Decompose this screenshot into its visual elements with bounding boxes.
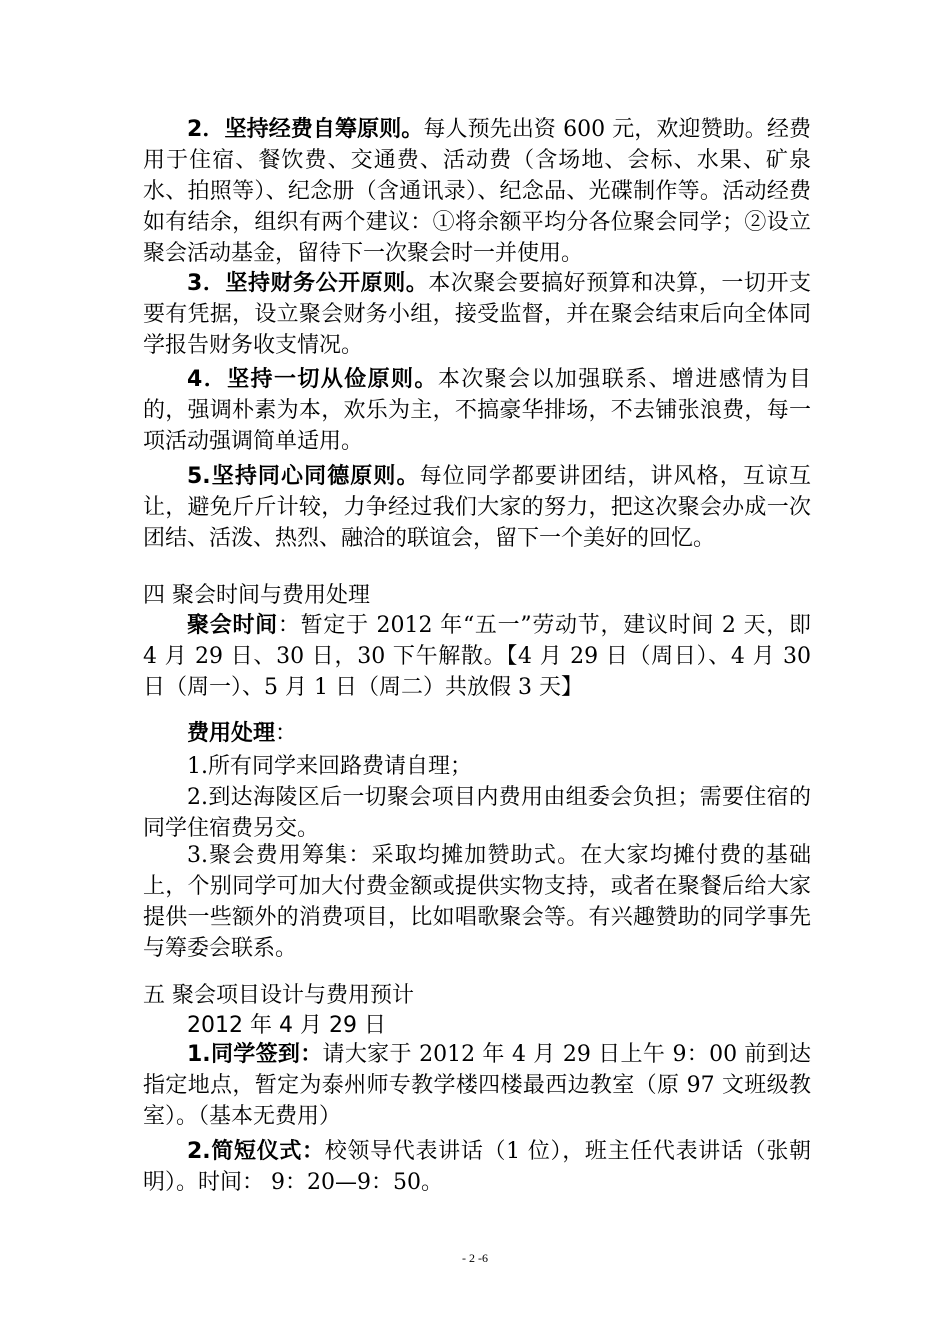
principle-4-title: 4．坚持一切从俭原则。 <box>187 367 438 392</box>
principle-5 <box>143 461 811 554</box>
principle-2 <box>143 114 811 269</box>
page-number: - 2 -6 <box>462 1251 488 1265</box>
principle-2-body: 每人预先出资 600 元，欢迎赞助。经费用于住宿、餐饮费、交通费、活动费（含场地、会标、水果、矿泉水、拍照等）、纪念册（含通讯录）、纪念品、光碟制作等。活动经费如有结余，组织有两个建议：①将余额平均分各位聚会同学；②设立聚会活动基金，留待下一次聚会时一并使用。 <box>143 117 812 266</box>
agenda-item-1-title: 1.同学签到： <box>187 1042 323 1067</box>
meeting-time <box>143 610 811 703</box>
principle-5-body: 每位同学都要讲团结，讲风格，互谅互让，避免斤斤计较，力争经过我们大家的努力，把这次聚会办成一次团结、活泼、热烈、融洽的联谊会，留下一个美好的回忆。 <box>143 464 811 551</box>
agenda-item-1-body: 请大家于 2012 年 4 月 29 日上午 9：00 前到达指定地点，暂定为泰州师专教学楼四楼最西边教室（原 97 文班级教室）。（基本无费用） <box>143 1042 812 1129</box>
fee-item-2: 2.到达海陵区后一切聚会项目内费用由组委会负担；需要住宿的同学住宿费另交。 <box>143 785 811 841</box>
principle-4-body: 本次聚会以加强联系、增进感情为目的，强调朴素为本，欢乐为主，不搞豪华排场，不去铺张浪费，每一项活动强调简单适用。 <box>143 367 811 454</box>
principle-4 <box>143 364 811 457</box>
section-5-date: 2012 年 4 月 29 日 <box>187 1013 386 1038</box>
agenda-item-2 <box>143 1136 811 1198</box>
principle-3-title: 3．坚持财务公开原则。 <box>187 271 429 296</box>
meeting-time-text: ：暂定于 2012 年“五一”劳动节，建议时间 2 天，即 4 月 29 日、30 日，30 下午解散。【4 月 29 日（周日）、4 月 30 日（周一）、5 月 1 日（周二）共放假 3 天】 <box>143 613 811 700</box>
agenda-item-2-body: 校领导代表讲话（1 位），班主任代表讲话（张朝明）。时间： 9：20—9：50。 <box>143 1139 811 1195</box>
section-5-heading: 五 聚会项目设计与费用预计 <box>143 983 414 1008</box>
section-4-heading: 四 聚会时间与费用处理 <box>143 583 370 608</box>
principle-3-body: 本次聚会要搞好预算和决算，一切开支要有凭据，设立聚会财务小组，接受监督，并在聚会结束后向全体同学报告财务收支情况。 <box>143 271 811 358</box>
meeting-time-label: 聚会时间 <box>187 613 278 638</box>
principle-2-title: 2．坚持经费自筹原则。 <box>187 117 424 142</box>
fee-handling <box>143 718 811 749</box>
fee-item-1: 1.所有同学来回路费请自理； <box>187 754 472 779</box>
agenda-item-1 <box>143 1039 811 1132</box>
fee-handling-colon: ： <box>275 721 298 746</box>
fee-item-3: 3.聚会费用筹集：采取均摊加赞助式。在大家均摊付费的基础上，个别同学可加大付费金额或提供实物支持，或者在聚餐后给大家提供一些额外的消费项目，比如唱歌聚会等。有兴趣赞助的同学事先与筹委会联系。 <box>143 843 811 961</box>
principle-3 <box>143 268 811 361</box>
fee-handling-label: 费用处理 <box>187 721 276 746</box>
principle-5-title: 5.坚持同心同德原则。 <box>187 464 420 489</box>
agenda-item-2-title: 2.简短仪式： <box>187 1139 325 1164</box>
